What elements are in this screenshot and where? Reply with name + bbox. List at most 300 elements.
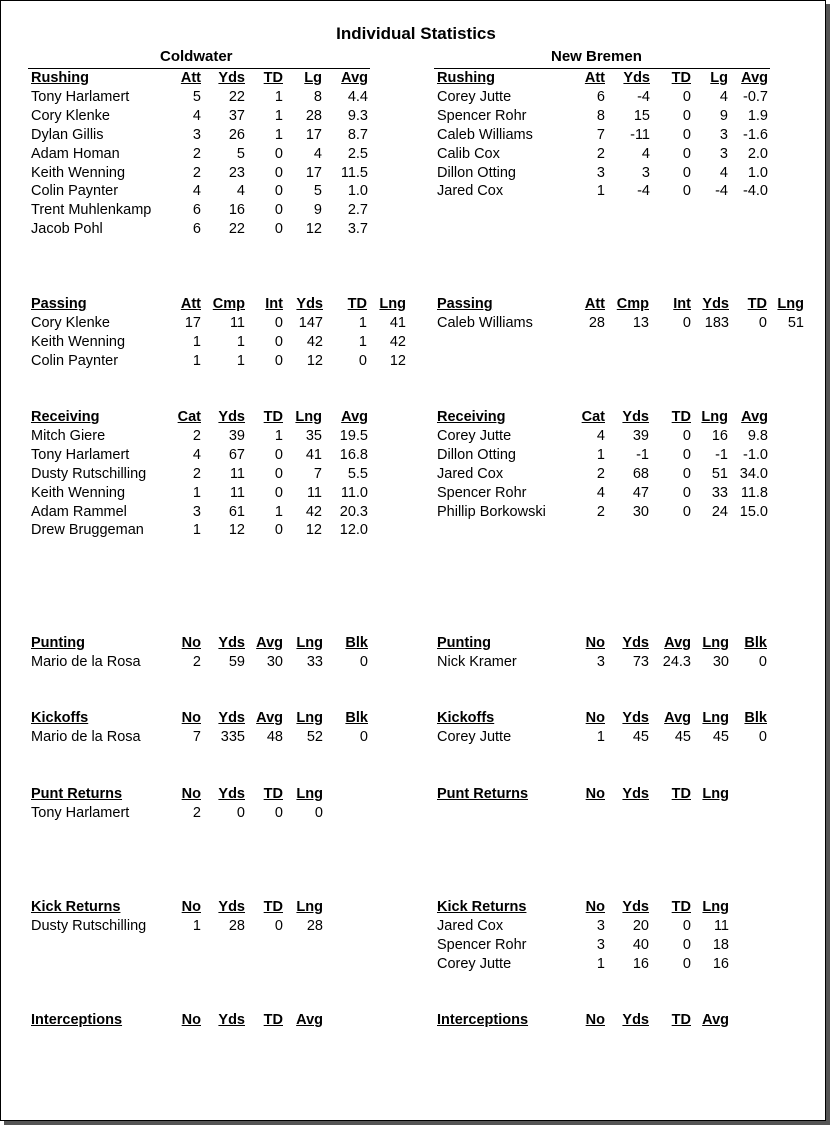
rushing-stat-cell: 8.7: [347, 126, 368, 143]
passing-player-name: Caleb Williams: [437, 314, 533, 331]
receiving-player-name: Phillip Borkowski: [437, 503, 546, 520]
receiving-col-header: Lng: [295, 409, 322, 425]
kickoffs-col-header: Avg: [664, 710, 691, 726]
kickoffs-label-right: Kickoffs: [437, 710, 495, 726]
kick-returns-stat-cell: 28: [228, 917, 245, 934]
kick-returns-stat-cell: 0: [682, 955, 691, 972]
rushing-stat-cell: 1: [274, 107, 283, 124]
rushing-stat-cell: 9: [313, 202, 322, 219]
rushing-stat-cell: 1: [274, 126, 283, 143]
kick-returns-stat-cell: 1: [596, 955, 605, 972]
rushing-stat-cell: 2.7: [347, 202, 368, 219]
receiving-player-name: Tony Harlamert: [31, 446, 130, 463]
receiving-stat-cell: 30: [632, 503, 649, 520]
passing-stat-cell: 1: [358, 333, 367, 350]
interceptions-col-header: Yds: [622, 1012, 649, 1028]
kickoffs-stat-cell: 48: [266, 728, 283, 745]
receiving-stat-cell: 0: [274, 484, 283, 501]
punting-col-header: Blk: [744, 635, 767, 651]
rushing-stat-cell: 9.3: [347, 107, 368, 124]
punt-returns-col-header: Yds: [622, 786, 649, 802]
rushing-stat-cell: 5: [192, 88, 201, 105]
rushing-col-header: Att: [180, 70, 201, 86]
passing-col-header: Lng: [379, 296, 406, 312]
punting-col-header: Yds: [622, 635, 649, 651]
rushing-stat-cell: 2: [596, 145, 605, 162]
passing-col-header: Att: [584, 296, 605, 312]
punt-returns-col-header: TD: [263, 786, 283, 802]
receiving-stat-cell: 47: [632, 484, 649, 501]
rushing-stat-cell: 37: [228, 107, 245, 124]
punting-col-header: Avg: [664, 635, 691, 651]
kickoffs-stat-cell: 335: [220, 728, 245, 745]
receiving-stat-cell: 7: [313, 465, 322, 482]
kickoffs-col-header: Lng: [296, 710, 323, 726]
interceptions-col-header: Avg: [296, 1012, 323, 1028]
rushing-stat-cell: -4: [715, 183, 728, 200]
passing-stat-cell: 28: [588, 314, 605, 331]
passing-stat-cell: 1: [358, 314, 367, 331]
kickoffs-stat-cell: 7: [192, 728, 201, 745]
interceptions-col-header: Yds: [218, 1012, 245, 1028]
kick-returns-col-header: No: [585, 899, 605, 915]
kick-returns-stat-cell: 0: [274, 917, 283, 934]
interceptions-label-left: Interceptions: [31, 1012, 123, 1028]
passing-col-header: Yds: [296, 296, 323, 312]
receiving-stat-cell: 4: [596, 427, 605, 444]
kickoffs-stat-cell: 45: [632, 728, 649, 745]
receiving-stat-cell: 1: [274, 503, 283, 520]
passing-col-header: Yds: [702, 296, 729, 312]
rushing-player-name: Keith Wenning: [31, 164, 126, 181]
passing-stat-cell: 12: [389, 352, 406, 369]
punting-col-header: Blk: [345, 635, 368, 651]
interceptions-col-header: Avg: [702, 1012, 729, 1028]
kick-returns-col-header: Lng: [296, 899, 323, 915]
rushing-stat-cell: 0: [682, 107, 691, 124]
receiving-stat-cell: 1: [192, 484, 201, 501]
passing-stat-cell: 0: [274, 352, 283, 369]
rushing-player-name: Calib Cox: [437, 145, 500, 162]
rushing-stat-cell: 4: [236, 183, 245, 200]
passing-stat-cell: 1: [236, 352, 245, 369]
receiving-stat-cell: 42: [305, 503, 322, 520]
rushing-stat-cell: 0: [274, 202, 283, 219]
receiving-stat-cell: 3: [192, 503, 201, 520]
passing-stat-cell: 11: [229, 314, 245, 331]
punting-stat-cell: 3: [596, 653, 605, 670]
interceptions-col-header: No: [181, 1012, 201, 1028]
team-name-right: New Bremen: [551, 48, 642, 65]
passing-col-header: Cmp: [212, 296, 245, 312]
punting-stat-cell: 24.3: [662, 653, 691, 670]
rushing-stat-cell: 4: [192, 107, 201, 124]
passing-label-right: Passing: [437, 296, 493, 312]
page-title: Individual Statistics: [336, 24, 496, 43]
rushing-stat-cell: 4: [641, 145, 650, 162]
receiving-stat-cell: 11: [229, 465, 245, 482]
rushing-stat-cell: 0: [274, 221, 283, 238]
passing-stat-cell: 0: [358, 352, 367, 369]
receiving-stat-cell: 61: [228, 503, 245, 520]
receiving-stat-cell: 2: [596, 465, 605, 482]
passing-player-name: Colin Paynter: [31, 352, 119, 369]
rushing-stat-cell: 0: [682, 183, 691, 200]
interceptions-col-header: TD: [671, 1012, 691, 1028]
receiving-stat-cell: 11: [229, 484, 245, 501]
kickoffs-stat-cell: 0: [758, 728, 767, 745]
rushing-stat-cell: 1.9: [747, 107, 768, 124]
punt-returns-col-header: No: [585, 786, 605, 802]
punt-returns-label-left: Punt Returns: [31, 786, 123, 802]
punt-returns-stat-cell: 0: [314, 804, 323, 821]
rushing-player-name: Jared Cox: [437, 183, 504, 200]
receiving-stat-cell: 2: [192, 427, 201, 444]
rushing-stat-cell: 3: [719, 145, 728, 162]
rushing-player-name: Adam Homan: [31, 145, 120, 162]
kickoffs-col-header: Yds: [622, 710, 649, 726]
rushing-stat-cell: 1.0: [747, 164, 768, 181]
receiving-stat-cell: 0: [682, 484, 691, 501]
receiving-stat-cell: 2: [192, 465, 201, 482]
rushing-stat-cell: -1.6: [743, 126, 768, 143]
passing-col-header: TD: [347, 296, 367, 312]
passing-col-header: Att: [180, 296, 201, 312]
receiving-stat-cell: -1: [715, 446, 728, 463]
kick-returns-player-name: Corey Jutte: [437, 955, 512, 972]
receiving-stat-cell: 19.5: [339, 427, 368, 444]
receiving-player-name: Adam Rammel: [31, 503, 127, 520]
interceptions-col-header: TD: [263, 1012, 283, 1028]
rushing-stat-cell: 2: [192, 164, 201, 181]
rushing-stat-cell: 5: [313, 183, 322, 200]
punting-label-right: Punting: [437, 635, 491, 651]
receiving-col-header: Yds: [622, 409, 649, 425]
receiving-stat-cell: 33: [711, 484, 728, 501]
kickoffs-stat-cell: 45: [712, 728, 729, 745]
passing-stat-cell: 0: [682, 314, 691, 331]
punt-returns-stat-cell: 0: [274, 804, 283, 821]
team-name-left: Coldwater: [160, 48, 233, 65]
rushing-col-header: Yds: [623, 70, 650, 86]
passing-col-header: TD: [747, 296, 767, 312]
receiving-stat-cell: 0: [682, 465, 691, 482]
punt-returns-col-header: No: [181, 786, 201, 802]
punting-col-header: No: [181, 635, 201, 651]
rushing-stat-cell: 8: [313, 88, 322, 105]
rushing-stat-cell: 2.0: [747, 145, 768, 162]
receiving-player-name: Spencer Rohr: [437, 484, 527, 501]
receiving-stat-cell: 0: [682, 446, 691, 463]
rushing-stat-cell: 1: [274, 88, 283, 105]
rushing-player-name: Dylan Gillis: [31, 126, 104, 143]
rushing-stat-cell: 22: [228, 221, 245, 238]
kick-returns-col-header: TD: [671, 899, 691, 915]
kick-returns-stat-cell: 16: [712, 955, 729, 972]
rushing-col-header: Lg: [304, 70, 322, 86]
kickoffs-col-header: Avg: [256, 710, 283, 726]
kick-returns-player-name: Jared Cox: [437, 917, 504, 934]
kick-returns-stat-cell: 3: [596, 936, 605, 953]
kick-returns-stat-cell: 16: [632, 955, 649, 972]
punt-returns-stat-cell: 0: [236, 804, 245, 821]
rushing-stat-cell: 3: [596, 164, 605, 181]
rushing-stat-cell: 9: [719, 107, 728, 124]
punting-stat-cell: 30: [712, 653, 729, 670]
rushing-col-header: TD: [263, 70, 283, 86]
kick-returns-stat-cell: 18: [712, 936, 729, 953]
rushing-col-header: Lg: [710, 70, 728, 86]
rushing-stat-cell: 6: [192, 221, 201, 238]
rushing-stat-cell: 16: [228, 202, 245, 219]
punt-returns-col-header: TD: [671, 786, 691, 802]
receiving-col-header: Yds: [218, 409, 245, 425]
punt-returns-col-header: Yds: [218, 786, 245, 802]
receiving-col-header: Cat: [177, 409, 201, 425]
receiving-stat-cell: 12: [305, 522, 322, 539]
kickoffs-stat-cell: 45: [674, 728, 691, 745]
rushing-stat-cell: -4.0: [743, 183, 768, 200]
rushing-player-name: Spencer Rohr: [437, 107, 527, 124]
receiving-stat-cell: 15.0: [739, 503, 768, 520]
rushing-stat-cell: 4: [192, 183, 201, 200]
passing-stat-cell: 1: [192, 333, 201, 350]
punting-stat-cell: 33: [306, 653, 323, 670]
punting-col-header: Yds: [218, 635, 245, 651]
receiving-stat-cell: 16: [711, 427, 728, 444]
rushing-stat-cell: 17: [305, 164, 322, 181]
punting-col-header: Lng: [702, 635, 729, 651]
punt-returns-player-name: Tony Harlamert: [31, 804, 130, 821]
interceptions-label-right: Interceptions: [437, 1012, 529, 1028]
rushing-stat-cell: 5: [236, 145, 245, 162]
receiving-stat-cell: 41: [305, 446, 322, 463]
passing-stat-cell: 0: [274, 333, 283, 350]
rushing-stat-cell: 2.5: [347, 145, 368, 162]
receiving-player-name: Jared Cox: [437, 465, 504, 482]
receiving-player-name: Corey Jutte: [437, 427, 512, 444]
passing-stat-cell: 51: [787, 314, 804, 331]
punting-col-header: No: [585, 635, 605, 651]
kick-returns-col-header: TD: [263, 899, 283, 915]
kickoffs-col-header: Lng: [702, 710, 729, 726]
receiving-player-name: Mitch Giere: [31, 427, 106, 444]
rushing-stat-cell: 12: [305, 221, 322, 238]
rushing-stat-cell: 22: [228, 88, 245, 105]
receiving-label-left: Receiving: [31, 409, 100, 425]
receiving-stat-cell: 68: [632, 465, 649, 482]
rushing-stat-cell: 4: [719, 164, 728, 181]
rushing-player-name: Corey Jutte: [437, 88, 512, 105]
passing-stat-cell: 183: [704, 314, 729, 331]
kickoffs-player-name: Mario de la Rosa: [31, 728, 141, 745]
receiving-stat-cell: 24: [711, 503, 728, 520]
rushing-stat-cell: 1.0: [347, 183, 368, 200]
kickoffs-label-left: Kickoffs: [31, 710, 89, 726]
receiving-stat-cell: -1.0: [743, 446, 768, 463]
punting-player-name: Mario de la Rosa: [31, 653, 141, 670]
punting-col-header: Avg: [256, 635, 283, 651]
rushing-col-header: Yds: [218, 70, 245, 86]
rushing-stat-cell: -0.7: [743, 88, 768, 105]
rushing-stat-cell: -4: [637, 88, 650, 105]
rushing-stat-cell: 3: [719, 126, 728, 143]
punting-col-header: Lng: [296, 635, 323, 651]
passing-player-name: Keith Wenning: [31, 333, 126, 350]
rushing-player-name: Colin Paynter: [31, 183, 119, 200]
kick-returns-player-name: Dusty Rutschilling: [31, 917, 147, 934]
receiving-col-header: TD: [671, 409, 691, 425]
receiving-stat-cell: 0: [274, 446, 283, 463]
receiving-col-header: Avg: [741, 409, 768, 425]
punting-stat-cell: 73: [632, 653, 649, 670]
rushing-stat-cell: 0: [682, 145, 691, 162]
receiving-stat-cell: 35: [305, 427, 322, 444]
rushing-stat-cell: 4: [313, 145, 322, 162]
punt-returns-label-right: Punt Returns: [437, 786, 529, 802]
punting-stat-cell: 2: [192, 653, 201, 670]
receiving-stat-cell: 11.8: [740, 484, 768, 501]
receiving-stat-cell: 0: [274, 465, 283, 482]
rushing-stat-cell: 0: [274, 164, 283, 181]
passing-stat-cell: 17: [184, 314, 201, 331]
rushing-stat-cell: 3.7: [347, 221, 368, 238]
passing-stat-cell: 12: [306, 352, 323, 369]
receiving-stat-cell: -1: [636, 446, 649, 463]
kick-returns-stat-cell: 3: [596, 917, 605, 934]
rushing-stat-cell: 4.4: [347, 88, 368, 105]
kick-returns-label-right: Kick Returns: [437, 899, 527, 915]
rushing-player-name: Cory Klenke: [31, 107, 110, 124]
punt-returns-col-header: Lng: [702, 786, 729, 802]
rushing-stat-cell: -11: [630, 126, 650, 143]
punting-stat-cell: 0: [359, 653, 368, 670]
passing-player-name: Cory Klenke: [31, 314, 110, 331]
receiving-stat-cell: 20.3: [339, 503, 368, 520]
passing-stat-cell: 147: [298, 314, 323, 331]
kick-returns-stat-cell: 40: [632, 936, 649, 953]
passing-label-left: Passing: [31, 296, 87, 312]
kickoffs-stat-cell: 52: [306, 728, 323, 745]
passing-col-header: Int: [265, 296, 283, 312]
receiving-col-header: Avg: [341, 409, 368, 425]
receiving-stat-cell: 39: [632, 427, 649, 444]
passing-stat-cell: 0: [758, 314, 767, 331]
rushing-player-name: Caleb Williams: [437, 126, 533, 143]
rushing-stat-cell: 6: [192, 202, 201, 219]
receiving-player-name: Dillon Otting: [437, 446, 516, 463]
passing-col-header: Cmp: [616, 296, 649, 312]
kick-returns-stat-cell: 28: [306, 917, 323, 934]
receiving-stat-cell: 1: [596, 446, 605, 463]
receiving-player-name: Drew Bruggeman: [31, 522, 144, 539]
rushing-stat-cell: 0: [682, 164, 691, 181]
receiving-col-header: Lng: [701, 409, 728, 425]
kickoffs-stat-cell: 1: [596, 728, 605, 745]
passing-stat-cell: 0: [274, 314, 283, 331]
punt-returns-stat-cell: 2: [192, 804, 201, 821]
rushing-stat-cell: 1: [596, 183, 605, 200]
punting-stat-cell: 30: [266, 653, 283, 670]
kick-returns-stat-cell: 0: [682, 917, 691, 934]
kick-returns-stat-cell: 1: [192, 917, 201, 934]
receiving-stat-cell: 0: [682, 427, 691, 444]
rushing-stat-cell: 7: [596, 126, 605, 143]
rushing-stat-cell: 11.5: [340, 164, 368, 181]
receiving-stat-cell: 11.0: [340, 484, 368, 501]
punting-label-left: Punting: [31, 635, 85, 651]
kick-returns-stat-cell: 20: [632, 917, 649, 934]
kick-returns-stat-cell: 0: [682, 936, 691, 953]
passing-col-header: Int: [673, 296, 691, 312]
kick-returns-label-left: Kick Returns: [31, 899, 121, 915]
kickoffs-stat-cell: 0: [359, 728, 368, 745]
kickoffs-col-header: Blk: [345, 710, 368, 726]
receiving-stat-cell: 2: [596, 503, 605, 520]
kick-returns-col-header: Lng: [702, 899, 729, 915]
rushing-stat-cell: 2: [192, 145, 201, 162]
passing-stat-cell: 42: [306, 333, 323, 350]
receiving-stat-cell: 67: [228, 446, 245, 463]
kick-returns-col-header: Yds: [218, 899, 245, 915]
receiving-stat-cell: 12: [228, 522, 245, 539]
rushing-stat-cell: 15: [633, 107, 650, 124]
receiving-col-header: Cat: [581, 409, 605, 425]
rushing-label-left: Rushing: [31, 70, 89, 86]
rushing-col-header: TD: [671, 70, 691, 86]
kickoffs-col-header: No: [181, 710, 201, 726]
passing-stat-cell: 41: [389, 314, 406, 331]
punting-stat-cell: 0: [758, 653, 767, 670]
receiving-player-name: Dusty Rutschilling: [31, 465, 147, 482]
rushing-stat-cell: 28: [305, 107, 322, 124]
rushing-player-name: Jacob Pohl: [31, 221, 103, 238]
receiving-stat-cell: 11: [306, 484, 322, 501]
rushing-player-name: Dillon Otting: [437, 164, 516, 181]
passing-stat-cell: 1: [192, 352, 201, 369]
rushing-stat-cell: 26: [228, 126, 245, 143]
rushing-stat-cell: 3: [192, 126, 201, 143]
rushing-stat-cell: 0: [274, 145, 283, 162]
receiving-stat-cell: 1: [274, 427, 283, 444]
punting-player-name: Nick Kramer: [437, 653, 517, 670]
kick-returns-col-header: No: [181, 899, 201, 915]
receiving-stat-cell: 5.5: [347, 465, 368, 482]
kickoffs-col-header: Yds: [218, 710, 245, 726]
receiving-stat-cell: 34.0: [739, 465, 768, 482]
rushing-player-name: Tony Harlamert: [31, 88, 130, 105]
passing-stat-cell: 1: [236, 333, 245, 350]
kick-returns-col-header: Yds: [622, 899, 649, 915]
rushing-player-name: Trent Muhlenkamp: [31, 202, 152, 219]
receiving-stat-cell: 51: [711, 465, 728, 482]
receiving-label-right: Receiving: [437, 409, 506, 425]
rushing-stat-cell: 6: [596, 88, 605, 105]
passing-stat-cell: 42: [389, 333, 406, 350]
passing-col-header: Lng: [777, 296, 804, 312]
receiving-stat-cell: 12.0: [339, 522, 368, 539]
kickoffs-player-name: Corey Jutte: [437, 728, 512, 745]
rushing-label-right: Rushing: [437, 70, 495, 86]
rushing-stat-cell: 0: [682, 126, 691, 143]
rushing-col-header: Avg: [741, 70, 768, 86]
rushing-stat-cell: 3: [641, 164, 650, 181]
passing-stat-cell: 13: [632, 314, 649, 331]
rushing-stat-cell: 8: [596, 107, 605, 124]
rushing-stat-cell: 4: [719, 88, 728, 105]
rushing-col-header: Att: [584, 70, 605, 86]
rushing-stat-cell: 0: [682, 88, 691, 105]
